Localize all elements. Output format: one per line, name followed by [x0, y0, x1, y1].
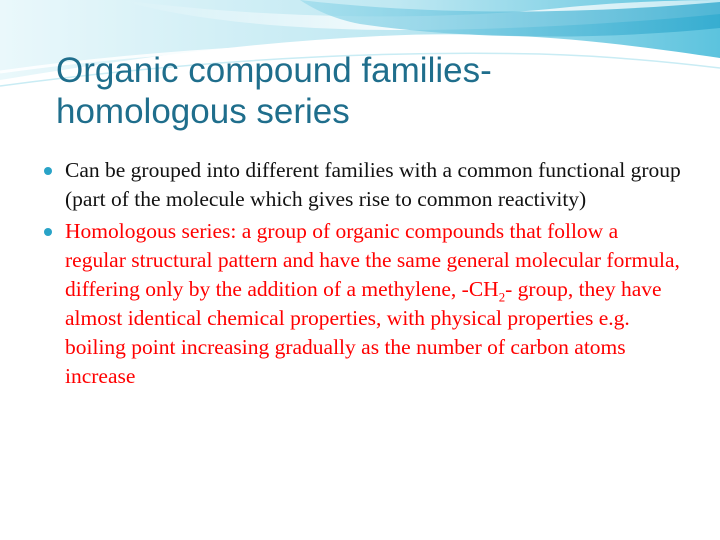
bullet-marker-icon	[44, 228, 52, 236]
bullet-item-homologous-series	[44, 217, 684, 391]
bullet-text-before: Homologous series: a group of organic compounds that follow a regular structural pattern and have the same general molecular formula, differing only by the addition of a methylene, -CH	[65, 219, 680, 301]
bullet-subscript: 2	[498, 290, 506, 305]
bullet-text: Can be grouped into different families with a common functional group (part of the molecule which gives rise to common reactivity)	[65, 158, 681, 211]
bullet-marker-icon	[44, 167, 52, 175]
slide-title	[56, 50, 696, 133]
bullet-item-functional-group	[44, 156, 684, 214]
slide-title-line-2: homologous series	[56, 92, 350, 132]
slide-title-line-1: Organic compound families-	[56, 51, 492, 90]
bullet-list	[44, 156, 684, 394]
bullet-text-after: - group, they have almost identical chemical properties, with physical properties e.g. boiling point increasing gradually as the number of carbon atoms increase	[65, 277, 662, 388]
